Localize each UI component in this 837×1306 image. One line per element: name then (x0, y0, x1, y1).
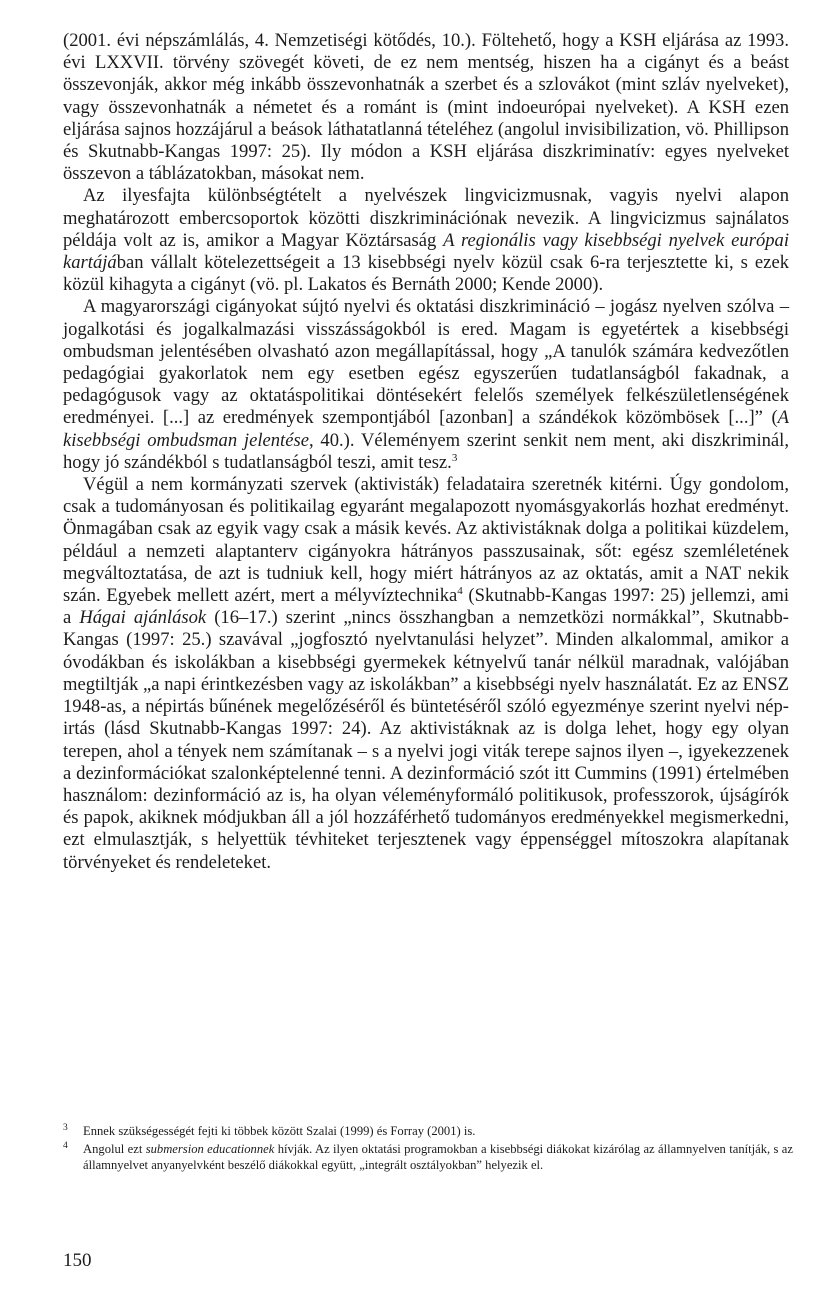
footnote-ref: 4 (457, 584, 463, 597)
italic-text: submersion educationnek (145, 1141, 275, 1156)
text-run: Az ilyesfajta különbségtételt a nyelvészek lingvicizmusnak, vagyis nyelvi alapon meghatározott embercsoportok közötti diszkriminációnak nevezik. A lingvicizmus sajnálatos példája volt az is, amikor a Magyar Köztársaság (63, 185, 789, 251)
paragraph (63, 30, 789, 185)
footnote-ref: 3 (451, 451, 458, 464)
text-run: Végül a nem kormányzati szervek (aktivisták) feladataira szeretnék kitérni. Úgy gondolom, csak a tudományosan és politikailag egyaránt megalapozott nyomásgyakorlás hozhat eredményt. Önmagában csak az egyik vagy csak a másik kevés. Az aktivistáknak dolga a politikai küzdelem, például a nemzeti alaptanterv cigányokra hátrányos passzusainak, sőt: egész szemléletének megváltoztatása, de azt is tudniuk kell, hogy miért hátrányos az az oktatás, amit a NAT nekik szán. Egyebek mellett azért, mert a mélyvíztechnika (63, 474, 789, 607)
text-run: ban vállalt kötelezettségeit a 13 kisebbségi nyelv közül csak 6-ra terjesztette ki, s ezek közül kihagyta a cigányt (vö. pl. Lakatos és Bernáth 2000; Kende 2000). (63, 252, 789, 296)
italic-text: Hágai ajánlások (79, 607, 207, 629)
text-run: hívják. Az ilyen oktatási programokban a kisebbségi diákokat kizárólag az államnyelven tanítják, s az államnyelvet anyanyelvként beszélő diákokkal együtt, „integrált osztályokban” helyezik el. (83, 1141, 793, 1172)
text-run: A magyarországi cigányokat sújtó nyelvi és oktatási diszkrimináció – jogász nyelven szólva – jogalkotási és jogalkalmazási visszásságokból is ered. Magam is egyetértek a kisebbségi ombudsman jelentésében olvasható azon megállapítással, hogy „A tanulók számára kedvezőtlen pedagógiai gyakorlatok nem egy esetben egész egyszerűen tudatlanságból fakadnak, a pedagógusok vagy az oktatáspolitikai döntésekért felelős személyek felkészületlenségének eredményei. [...] az eredmények szempontjából [azonban] a szándékok közömbösek [...]” ( (63, 296, 789, 429)
footnote-number: 4 (63, 1140, 68, 1151)
footnote (63, 1124, 793, 1140)
main-text (63, 30, 789, 874)
italic-text: A kisebbségi ombudsman jelentése (63, 407, 789, 451)
footnote-number: 3 (63, 1123, 68, 1133)
footnote (63, 1142, 793, 1174)
italic-text: A regionális vagy kisebbségi nyelvek európai kartájá (63, 229, 790, 274)
page-number: 150 (63, 1250, 92, 1271)
text-run: , 40.). Véleményem szerint senkit nem ment, aki diszkriminál, hogy jó szándékból s tudatlanságból teszi, amit tesz. (63, 429, 789, 473)
footnotes (63, 1124, 793, 1175)
text-run: (2001. évi népszámlálás, 4. Nemzetiségi kötődés, 10.). Föltehető, hogy a KSH eljárása az 1993. évi LXXVII. törvény szövegét követi, de ez nem mentség, hiszen ha a cigányt és a beást összevonják, akkor még inkább összevonhatnák a szerbet és a szlovákot (mint szláv nyelveket), vagy összevonhatnák a németet és a románt is (mint indoeurópai nyelveket). A KSH ezen eljárása sajnos hozzájárul a beások láthatatlanná tételéhez (angolul invisibilization, vö. Phillipson és Skutnabb-Kangas 1997: 25). Ily módon a KSH eljárása diszkriminatív: egyes nyelveket összevon a táblázatokban, másokat nem. (63, 30, 789, 185)
text-run: (16–17.) szerint „nincs összhangban a nemzetközi normákkal”, Skutnabb-Kangas (1997: 25.) szavával „jogfosztó nyelvtanulási helyzet”. Minden alkalommal, amikor a óvodákban és iskolákban a kisebbségi gyermekek kétnyelvű tanár nélkül maradnak, valójában megtiltják „a napi érintkezésben vagy az iskolákban” a kisebbségi nyelv használatát. Ez az ENSZ 1948-as, a népirtás bűnének megelőzéséről és büntetéséről szóló egyezménye szerint nyelvi népirtás (lásd Skutnabb-Kangas 1997: 24). Az aktivistáknak az is dolga lehet, hogy egy olyan terepen, ahol a tények nem számítanak – s a nyelvi jogi viták terepe sajnos ilyen –, igyekezzenek a dezinformációkat szalonképtelenné tenni. A dezinformáció szót itt Cummins (1991) értelmében használom: dezinformáció az is, ha olyan véleményformáló politikusok, professzorok, újságírók és papok, akiknek módjukban áll a jól hozzáférhető tudományos eredményekkel megismerkedni, ezt elmulasztják, s helyettük tévhiteket terjesztenek vagy éppenséggel mítoszokra alapítanak törvényeket és rendeleteket. (63, 607, 789, 873)
text-run: Angolul ezt (83, 1141, 146, 1156)
text-run: Ennek szükségességét fejti ki többek között Szalai (1999) és Forray (2001) is. (83, 1124, 476, 1138)
paragraph (63, 474, 789, 874)
paragraph (63, 296, 789, 474)
text-run: (Skutnabb-Kangas 1997: 25) jellemzi, ami a (63, 585, 790, 629)
paragraph (63, 185, 789, 296)
